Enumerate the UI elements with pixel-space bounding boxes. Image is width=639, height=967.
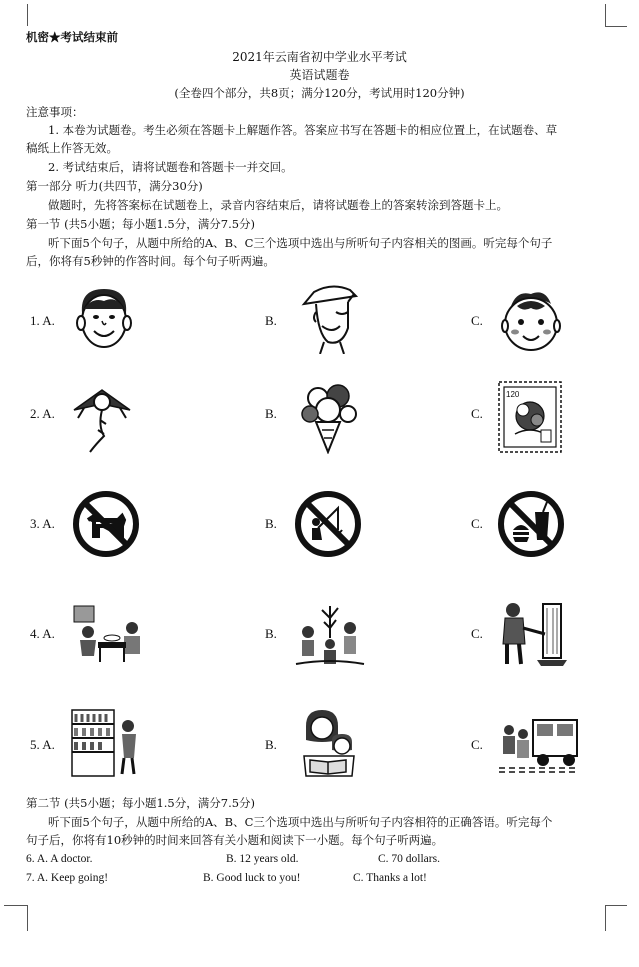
q1-c-label: C. <box>471 313 483 328</box>
q3-b-no-fishing-sign <box>294 490 362 558</box>
q3-c-label: C. <box>471 516 483 531</box>
crop-mark-bottom-right-h <box>605 905 627 906</box>
q4-b-label: B. <box>265 626 277 641</box>
notes-heading: 注意事项： <box>26 105 84 119</box>
q1-a-boy-face-image <box>72 283 136 355</box>
crop-mark-top-left <box>27 4 28 26</box>
notes-item-2: 2. 考试结束后，请将试题卷和答题卡一并交回。 <box>48 160 293 174</box>
section2-instruction-line-1: 听下面5个句子，从题中所给的A、B、C三个选项中选出与所听句子内容相符的正确答语。听完每个 <box>48 815 553 829</box>
section2-heading: 第二节 (共5小题；每小题1.5分，满分7.5分) <box>26 796 256 810</box>
section1-heading: 第一节 (共5小题；每小题1.5分，满分7.5分) <box>26 217 256 231</box>
q2-b-bouquet-image <box>296 378 362 454</box>
q5-b-label: B. <box>265 737 277 752</box>
q1-b-old-man-image <box>296 282 364 354</box>
q2-b-label: B. <box>265 406 277 421</box>
crop-mark-bottom-left <box>27 905 28 931</box>
q1-a-label: 1. A. <box>30 313 55 328</box>
q3-b-label: B. <box>265 516 277 531</box>
q6-option-b: B. 12 years old. <box>226 853 299 865</box>
exam-info: (全卷四个部分，共8页；满分120分，考试用时120分钟) <box>174 86 465 100</box>
q2-a-kite-image <box>70 380 134 454</box>
q4-c-cutting-tree-image <box>497 598 569 670</box>
q4-c-label: C. <box>471 626 483 641</box>
notes-item-1-line-1: 1. 本卷为试题卷。考生必须在答题卡上解题作答。答案应书写在答题卡的相应位置上，在试题卷、草 <box>48 123 558 137</box>
q5-a-supermarket-image <box>70 708 142 778</box>
q3-a-no-dogs-sign <box>72 490 140 558</box>
q3-c-no-food-sign <box>497 490 565 558</box>
crop-mark-bottom-left-h <box>4 905 27 906</box>
notes-item-1-line-2: 稿纸上作答无效。 <box>26 141 118 155</box>
q7-option-c: C. Thanks a lot! <box>353 872 427 884</box>
section1-instruction-line-1: 听下面5个句子，从题中所给的A、B、C三个选项中选出与所听句子内容相关的图画。听完每个句子 <box>48 236 553 250</box>
q1-c-baby-face-image <box>497 286 565 354</box>
q4-a-family-meal-image <box>70 600 152 668</box>
confidential-mark: 机密★考试结束前 <box>26 30 118 44</box>
q2-a-label: 2. A. <box>30 406 55 421</box>
section2-instruction-line-2: 句子后，你将有10秒钟的时间来回答有关小题和阅读下一小题。每个句子听两遍。 <box>26 833 444 847</box>
crop-mark-top-right <box>605 4 606 26</box>
stamp-value-text: 120 <box>506 390 520 399</box>
section1-instruction-line-2: 后，你将有5秒钟的作答时间。每个句子听两遍。 <box>26 254 275 268</box>
q6-option-c: C. 70 dollars. <box>378 853 440 865</box>
part1-heading: 第一部分 听力(共四节，满分30分) <box>26 179 203 193</box>
q6-option-a: 6. A. A doctor. <box>26 853 93 865</box>
part1-instruction: 做题时，先将答案标在试题卷上，录音内容结束后，请将试题卷上的答案转涂到答题卡上。 <box>48 198 508 212</box>
q7-option-a: 7. A. Keep going! <box>26 872 109 884</box>
q2-c-label: C. <box>471 406 483 421</box>
q5-b-reading-together-image <box>294 706 364 778</box>
crop-mark-top-right-h <box>605 26 627 27</box>
q4-a-label: 4. A. <box>30 626 55 641</box>
exam-title: 2021年云南省初中学业水平考试 <box>232 50 407 64</box>
q1-b-label: B. <box>265 313 277 328</box>
q5-a-label: 5. A. <box>30 737 55 752</box>
exam-subtitle: 英语试题卷 <box>289 68 350 82</box>
q2-c-stamp-image <box>497 380 563 454</box>
q4-b-planting-trees-image <box>294 598 366 670</box>
crop-mark-bottom-right <box>605 905 606 931</box>
q5-c-label: C. <box>471 737 483 752</box>
q3-a-label: 3. A. <box>30 516 55 531</box>
q7-option-b: B. Good luck to you! <box>203 872 301 884</box>
q5-c-street-scene-image <box>497 710 581 776</box>
